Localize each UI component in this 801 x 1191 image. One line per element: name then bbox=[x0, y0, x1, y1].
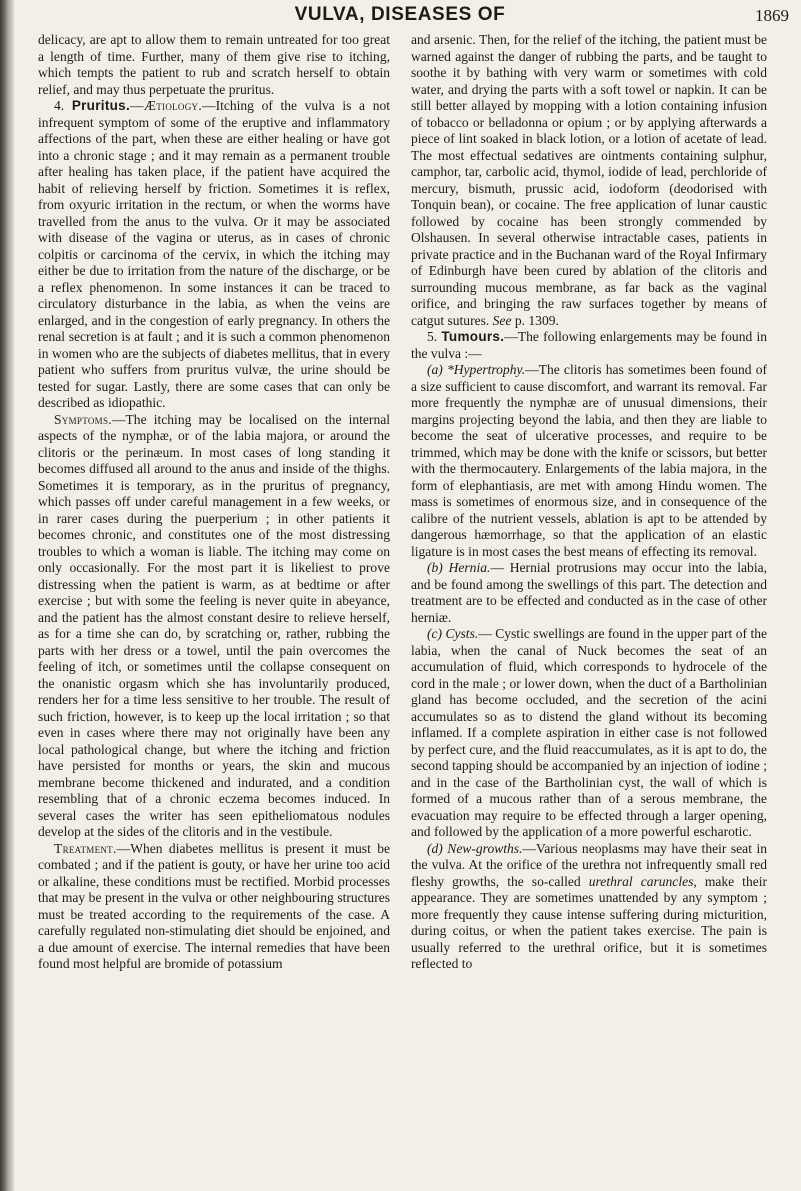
paragraph-text: —The itching may be localised on the internal aspects of the nymphæ, or of the labia majora, or around the clitoris or the perinæum. In most cases of long standing it becomes diffused all around to the anus and inside of the thighs. Sometimes it is temporary, as in the pruritus of pregnancy, which passes off under careful management in a few weeks, or in rarer cases during the puerperium ; in other patients it becomes chronic, and constitutes one of the most distressing troubles to which a woman is liable. The itching may come on only occasionally. For the most part it is likeliest to prove distressing when the patient is warm, as at bedtime or after exercise ; but with some the feeling is never quite in abeyance, and the patient has the almost constant desire to relieve herself, as for a time she can do, by scratching or, rather, rubbing the parts with her dress or a towel, until the pain overcomes the feeling of itch, or sometimes until the collapse consequent on the onanistic orgasm which she has involuntarily produced, renders her for a time less sensitive to her trouble. The result of such friction, however, is to keep up the local irritation ; so that even in cases where there may not originally have been any local pathological change, but where the itching and friction have persisted for months or years, the skin and mucous membrane become thickened and indurated, and a condition resembling that of a chronic eczema becomes induced. In several cases the writer has seen epitheliomatous nodules develop at the sides of the clitoris and in the vestibule. bbox=[38, 411, 390, 839]
subheading-aetiology: —Ætiology. bbox=[130, 98, 203, 113]
cross-reference-page: p. 1309. bbox=[514, 312, 559, 328]
paragraph-delicacy bbox=[38, 32, 390, 98]
subheading-hypertrophy: (a) *Hypertrophy. bbox=[427, 362, 526, 377]
subheading-cysts: (c) Cysts. bbox=[427, 626, 479, 641]
subheading-symptoms: Symptoms. bbox=[54, 411, 112, 427]
paragraph-treatment bbox=[38, 841, 390, 973]
page-number: 1869 bbox=[755, 6, 789, 25]
paragraph-text: —Itching of the vulva is a not infrequent symptom of some of the eruptive and inflammatory affections of the part, when these are either healing or have got into a chronic stage ; and it may remain as a permanent trouble after healing has taken place, if the patient have acquired the habit of relieving herself by friction. Sometimes it is reflex, from oxyuric irritation in the rectum, or when the worms have travelled from the anus to the vulva. Or it may be associated with disease of the vagina or uterus, as in cases of chronic colpitis or carcinoma of the cervix, in which the itching may either be due to irritation from the nature of the discharge, or be a reflex phenomenon. In some instances it can be traced to circulatory disturbance in the labia, as when the veins are enlarged, and in the congestion of early pregnancy. In others the renal secretion is at fault ; and it is such a common phenomenon in women who are the subjects of diabetes mellitus, that in every patient who suffers from pruritus vulvæ, the urine should be tested for sugar. Lastly, there are some cases that can only be described as idiopathic. bbox=[38, 98, 391, 410]
section-number: 4. bbox=[54, 98, 65, 113]
paragraph-arsenic bbox=[411, 32, 767, 329]
paragraph-text: and arsenic. Then, for the relief of the itching, the patient must be warned against the danger of rubbing the parts, and be taught to soothe it by bathing with very warm or sometimes with cold water, and drying the parts with a soft towel or napkin. It can be still better allayed by mopping with a lotion containing infusion of tobacco or belladonna or opium ; or by applying afterwards a piece of lint soaked in black lotion, or a lotion of acetate of lead. The most effectual sedatives are ointments containing sulphur, camphor, tar, carbolic acid, thymol, iodide of lead, perchloride of mercury, bismuth, prussic acid, iodoform (deodorised with Tonquin bean), or cocaine. The free application of lunar caustic followed by cocaine has been strongly commended by Olshausen. In several otherwise intractable cases, patients in private practice and in the Buchanan ward of the Royal Infirmary of Edinburgh have been cured by ablation of the clitoris and surrounding mucous membrane, as far back as the vaginal orifice, and bringing the raw surfaces together by means of catgut sutures. bbox=[411, 32, 767, 328]
paragraph-pruritus-aetiology bbox=[38, 98, 390, 412]
paragraph-cysts bbox=[411, 626, 767, 841]
right-column bbox=[411, 32, 767, 973]
paragraph-hypertrophy bbox=[411, 362, 767, 560]
paragraph-new-growths bbox=[411, 841, 767, 973]
paragraph-text: — Hernial protrusions may occur into the labia, and be found among the swellings of this part. The detection and treatment are to be effected and conducted as in the case of other herniæ. bbox=[411, 560, 767, 625]
page-header bbox=[0, 4, 801, 30]
section-heading-pruritus: Pruritus. bbox=[71, 98, 131, 113]
section-heading-tumours: Tumours. bbox=[441, 329, 505, 344]
paragraph-symptoms bbox=[38, 412, 390, 841]
paragraph-text: make their appearance. They are sometimes unattended by any symptom ; more frequently they cause intense suffering during micturition, during coitus, or when the patient takes exercise. The pain is usually referred to the urethral orifice, but it is sometimes reflected to bbox=[411, 873, 768, 971]
section-number: 5. bbox=[427, 329, 438, 344]
paragraph-text: —Various neoplasms may have their seat in the vulva. At the orifice of the urethra not infrequently small red fleshy growths, the so-called bbox=[411, 840, 768, 889]
subheading-treatment: Treatment. bbox=[54, 840, 117, 856]
running-head: VULVA, DISEASES OF bbox=[294, 4, 506, 25]
term-urethral-caruncles: urethral caruncles, bbox=[588, 873, 697, 889]
paragraph-text: —When diabetes mellitus is present it must be combated ; and if the patient is gouty, or have her urine too acid or alkaline, these conditions must be rectified. Morbid processes that may be present in the vulva or other neighbouring structures must be treated according to the requirements of the case. A carefully regulated non-stimulating diet should be enjoined, and a due amount of exercise. The internal remedies that have been found most helpful are bromide of potassium bbox=[38, 840, 390, 971]
paragraph-text: — Cystic swellings are found in the upper part of the labia, when the canal of Nuck becomes the seat of an accumulation of fluid, which corresponds to hydrocele of the cord in the male ; or lower down, when the duct of a Bartholinian gland has become occluded, and the secretion of the acini accumulates so as to distend the gland without its becoming inflamed. If a complete aspiration in either case is not followed by perfect cure, and the fluid reaccumulates, as it is apt to do, the second tapping should be accompanied by an injection of iodine ; and in the case of the Bartholinian cyst, the wall of which is formed of a mucous rather than of a serous membrane, the evacuation may require to be effected through a larger opening, and followed by the application of a more powerful escharotic. bbox=[411, 626, 767, 839]
paragraph-text: —The clitoris has sometimes been found of a size sufficient to cause discomfort, and warrant its removal. Far more frequently the nymphæ are of unusual dimensions, their margins projecting beyond the labia, and then they are liable to become the seat of ulcerative processes, and require to be trimmed, which may be done with the knife or scissors, but better with the thermocautery. Enlargements of the labia majora, in the form of elephantiasis, are met with among Hindu women. The mass is sometimes of enormous size, and in consequence of the calibre of the nutrient vessels, ablation is apt to be attended by dangerous hæmorrhage, so that the application of an elastic ligature is in most cases the best means of effecting its removal. bbox=[411, 362, 767, 559]
subheading-hernia: (b) Hernia. bbox=[427, 560, 491, 575]
left-column bbox=[38, 32, 390, 973]
subheading-new-growths: (d) New-growths. bbox=[427, 840, 523, 856]
paragraph-hernia bbox=[411, 560, 767, 626]
paragraph-tumours bbox=[411, 329, 767, 362]
cross-reference-see: See bbox=[492, 312, 512, 328]
paragraph-text: delicacy, are apt to allow them to remain untreated for too great a length of time. Further, many of them give rise to itching, which tempts the patient to rub and scratch herself to obtain relief, and may thus perpetuate the pruritus. bbox=[38, 32, 390, 97]
paragraph-text: —The following enlargements may be found in the vulva :— bbox=[411, 329, 767, 361]
